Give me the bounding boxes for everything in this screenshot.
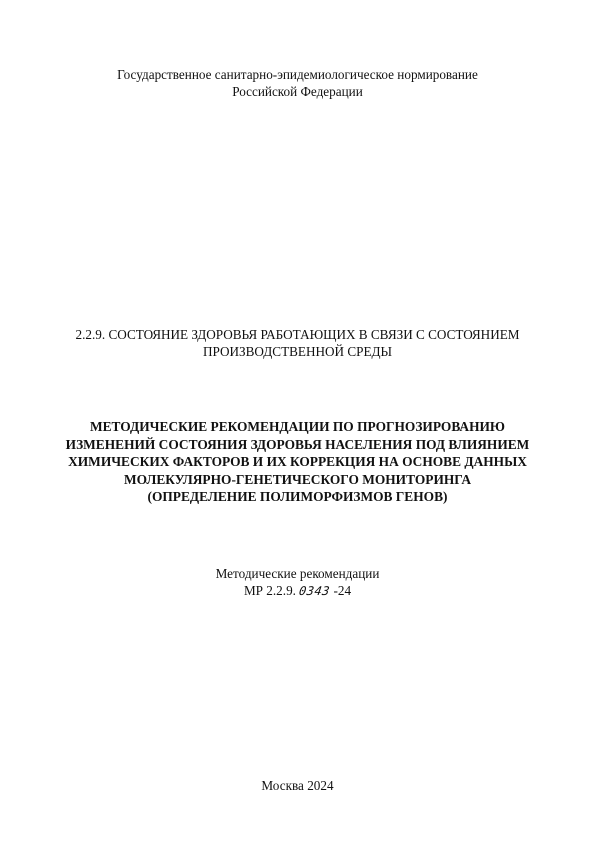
title-line-4: МОЛЕКУЛЯРНО-ГЕНЕТИЧЕСКОГО МОНИТОРИНГА bbox=[123, 471, 472, 487]
title-line-3: ХИМИЧЕСКИХ ФАКТОРОВ И ИХ КОРРЕКЦИЯ НА ОСНОВЕ ДАННЫХ bbox=[68, 454, 527, 469]
authority-line-2: Российской Федерации bbox=[232, 84, 363, 99]
section-heading bbox=[0, 326, 595, 360]
document-code-prefix: МР 2.2.9. bbox=[243, 583, 296, 598]
document-type-label: Методические рекомендации bbox=[215, 566, 380, 581]
section-line-1: 2.2.9. СОСТОЯНИЕ ЗДОРОВЬЯ РАБОТАЮЩИХ В СВЯЗИ С СОСТОЯНИЕМ bbox=[75, 327, 520, 342]
document-code bbox=[0, 582, 595, 600]
document-code-suffix: -24 bbox=[330, 583, 352, 598]
title-line-5: (ОПРЕДЕЛЕНИЕ ПОЛИМОРФИЗМОВ ГЕНОВ) bbox=[147, 489, 448, 504]
title-line-2: ИЗМЕНЕНИЙ СОСТОЯНИЯ ЗДОРОВЬЯ НАСЕЛЕНИЯ ПОД ВЛИЯНИЕМ bbox=[65, 436, 530, 452]
title-line-1: МЕТОДИЧЕСКИЕ РЕКОМЕНДАЦИИ ПО ПРОГНОЗИРОВАНИЮ bbox=[89, 419, 506, 434]
issuing-authority bbox=[0, 66, 595, 100]
document-code-number: 0343 bbox=[298, 584, 332, 598]
section-line-2: ПРОИЗВОДСТВЕННОЙ СРЕДЫ bbox=[202, 344, 393, 359]
authority-line-1: Государственное санитарно-эпидемиологическое нормирование bbox=[117, 67, 478, 82]
city-year: Москва 2024 bbox=[261, 778, 334, 793]
document-type-block bbox=[0, 565, 595, 600]
document-title bbox=[0, 418, 595, 506]
publication-place-year bbox=[0, 777, 595, 794]
